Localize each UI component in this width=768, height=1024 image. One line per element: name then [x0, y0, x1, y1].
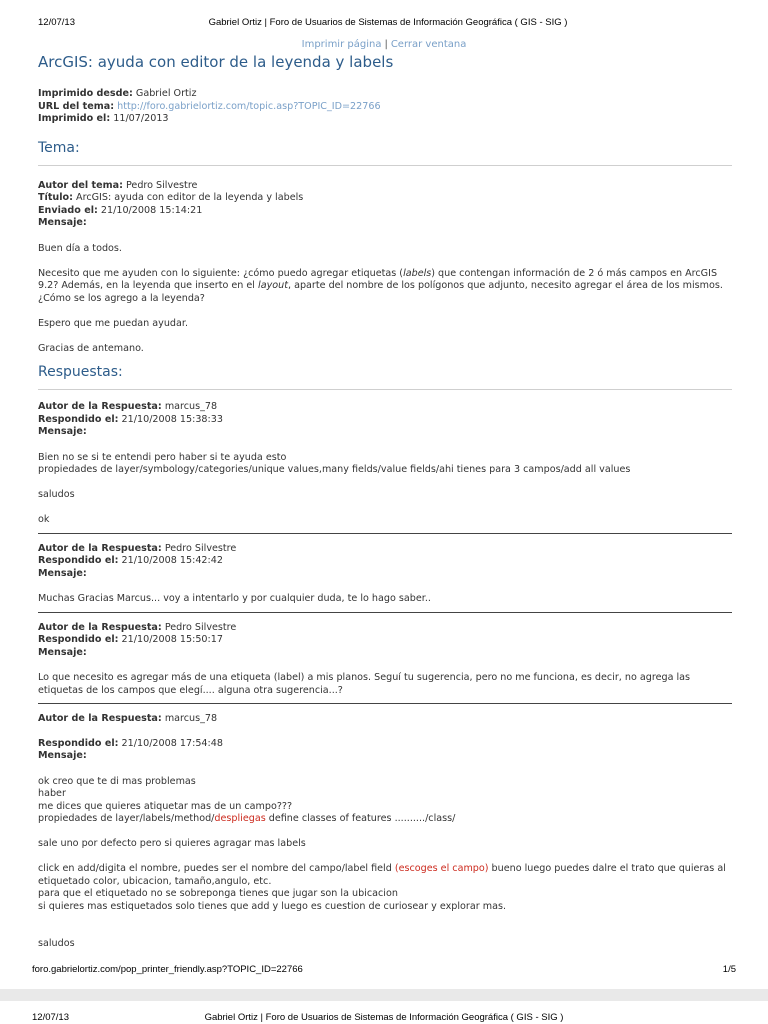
print-actions	[0, 39, 768, 50]
topic-paragraph: Buen día a todos.	[38, 242, 122, 254]
reply-author-label: Autor de la Respuesta:	[38, 621, 162, 633]
page-break	[0, 989, 768, 1001]
topic-author: Pedro Silvestre	[125, 179, 198, 191]
topic-heading: Tema:	[38, 139, 80, 156]
reply-item	[38, 401, 732, 534]
reply-message-label: Mensaje:	[38, 567, 87, 579]
reply-date: 21/10/2008 15:42:42	[121, 555, 223, 566]
print-date: 12/07/13	[38, 17, 75, 28]
reply-date: 21/10/2008 17:54:48	[121, 737, 223, 749]
reply-divider	[38, 703, 732, 704]
printed-on-value: 11/07/2013	[113, 113, 169, 124]
reply-message-label: Mensaje:	[38, 750, 87, 761]
reply-message-label: Mensaje:	[38, 426, 87, 437]
print-site-title: Gabriel Ortiz | Foro de Usuarios de Sistemas de Información Geográfica ( GIS - SIG )	[204, 1012, 564, 1023]
reply-divider	[38, 612, 732, 613]
topic-message	[38, 243, 732, 356]
reply-author: Pedro Silvestre	[164, 621, 237, 633]
reply-date-label: Respondido el:	[38, 737, 119, 749]
topic-paragraph: Espero que me puedan ayudar.	[38, 317, 189, 329]
reply-author: marcus_78	[164, 401, 218, 412]
author-label: Autor del tema:	[38, 179, 123, 191]
print-site-title: Gabriel Ortiz | Foro de Usuarios de Sistemas de Información Geográfica ( GIS - SIG )	[208, 17, 568, 28]
printed-from-label: Imprimido desde:	[38, 88, 133, 99]
reply-item	[38, 622, 732, 705]
topic-paragraph: Gracias de antemano.	[38, 342, 144, 354]
sent-label: Enviado el:	[38, 204, 98, 216]
reply-divider	[38, 533, 732, 534]
title-label: Título:	[38, 192, 73, 203]
reply-message: Bien no se si te entendi pero haber si te ayuda esto propiedades de layer/symbology/categories/unique values,many fields/value fields/ahi tienes para 3 campos/add all values saludos ok	[38, 451, 631, 525]
divider	[38, 165, 732, 166]
reply-message: ok creo que te di mas problemas haber me dices que quieres atiquetar mas de un campo??? propiedades de layer/labels/method/despliegas define classes of features ........../class/ sale uno por defecto pero si quieres agragar mas labels click en add/digita el nombre, puedes ser el nombre del campo/label field (escoges el campo) bueno luego puedes dalre el trato que quieras al etiquetado color, ubicacion, tamaño,angulo, etc. para que el etiquetado no se sobreponga tienes que jugar son la ubicacion si quieres mas estiquetados solo tienes que add y luego es cuestion de curiosear y explorar mas. saludos	[38, 775, 726, 949]
reply-date-label: Respondido el:	[38, 413, 119, 425]
print-footer	[32, 964, 736, 975]
page-title: ArcGIS: ayuda con editor de la leyenda y labels	[38, 53, 394, 71]
next-page-header	[32, 1012, 736, 1023]
reply-item	[38, 543, 732, 613]
print-meta	[38, 88, 732, 126]
reply-date-label: Respondido el:	[38, 634, 119, 645]
message-label: Mensaje:	[38, 217, 87, 228]
divider	[38, 389, 732, 390]
actions-separator: |	[384, 39, 388, 50]
reply-author: marcus_78	[164, 713, 218, 724]
reply-message-label: Mensaje:	[38, 646, 87, 658]
topic-title: ArcGIS: ayuda con editor de la leyenda y labels	[76, 192, 304, 203]
topic-content	[38, 53, 732, 951]
reply-author-label: Autor de la Respuesta:	[38, 542, 162, 554]
reply-author-label: Autor de la Respuesta:	[38, 713, 162, 724]
reply-message: Muchas Gracias Marcus... voy a intentarlo y por cualquier duda, te lo hago saber..	[38, 593, 431, 604]
close-window-link[interactable]: Cerrar ventana	[390, 39, 467, 50]
topic-url-link[interactable]: http://foro.gabrielortiz.com/topic.asp?TOPIC_ID=22766	[117, 100, 381, 112]
reply-date-label: Respondido el:	[38, 555, 119, 566]
replies-heading: Respuestas:	[38, 364, 123, 380]
printed-on-label: Imprimido el:	[38, 113, 111, 124]
reply-date: 21/10/2008 15:38:33	[121, 413, 223, 425]
reply-author: Pedro Silvestre	[164, 542, 237, 554]
print-page-link[interactable]: Imprimir página	[301, 39, 382, 50]
url-label: URL del tema:	[38, 100, 115, 112]
topic-paragraph: Necesito que me ayuden con lo siguiente: ¿cómo puedo agregar etiquetas (labels) que contengan información de 2 ó más campos en ArcGIS 9.2? Además, en la leyenda que inserto en el layout, aparte del nombre de los polígonos que adjunto, necesito agregar el área de los mismos. ¿Cómo se los agrego a la leyenda?	[38, 267, 723, 304]
reply-message: Lo que necesito es agregar más de una etiqueta (label) a mis planos. Seguí tu sugerencia, pero no me funciona, es decir, no agrega las etiquetas de los campos que elegí.... alguna otra sugerencia...?	[38, 672, 691, 696]
print-date: 12/07/13	[32, 1012, 69, 1023]
reply-item	[38, 713, 732, 951]
printed-from-value: Gabriel Ortiz	[135, 88, 197, 99]
page-number: 1/5	[722, 964, 736, 975]
topic-header	[38, 180, 732, 230]
reply-date: 21/10/2008 15:50:17	[121, 634, 223, 645]
reply-author-label: Autor de la Respuesta:	[38, 401, 162, 412]
topic-sent-date: 21/10/2008 15:14:21	[100, 204, 203, 216]
footer-url: foro.gabrielortiz.com/pop_printer_friendly.asp?TOPIC_ID=22766	[32, 964, 303, 975]
